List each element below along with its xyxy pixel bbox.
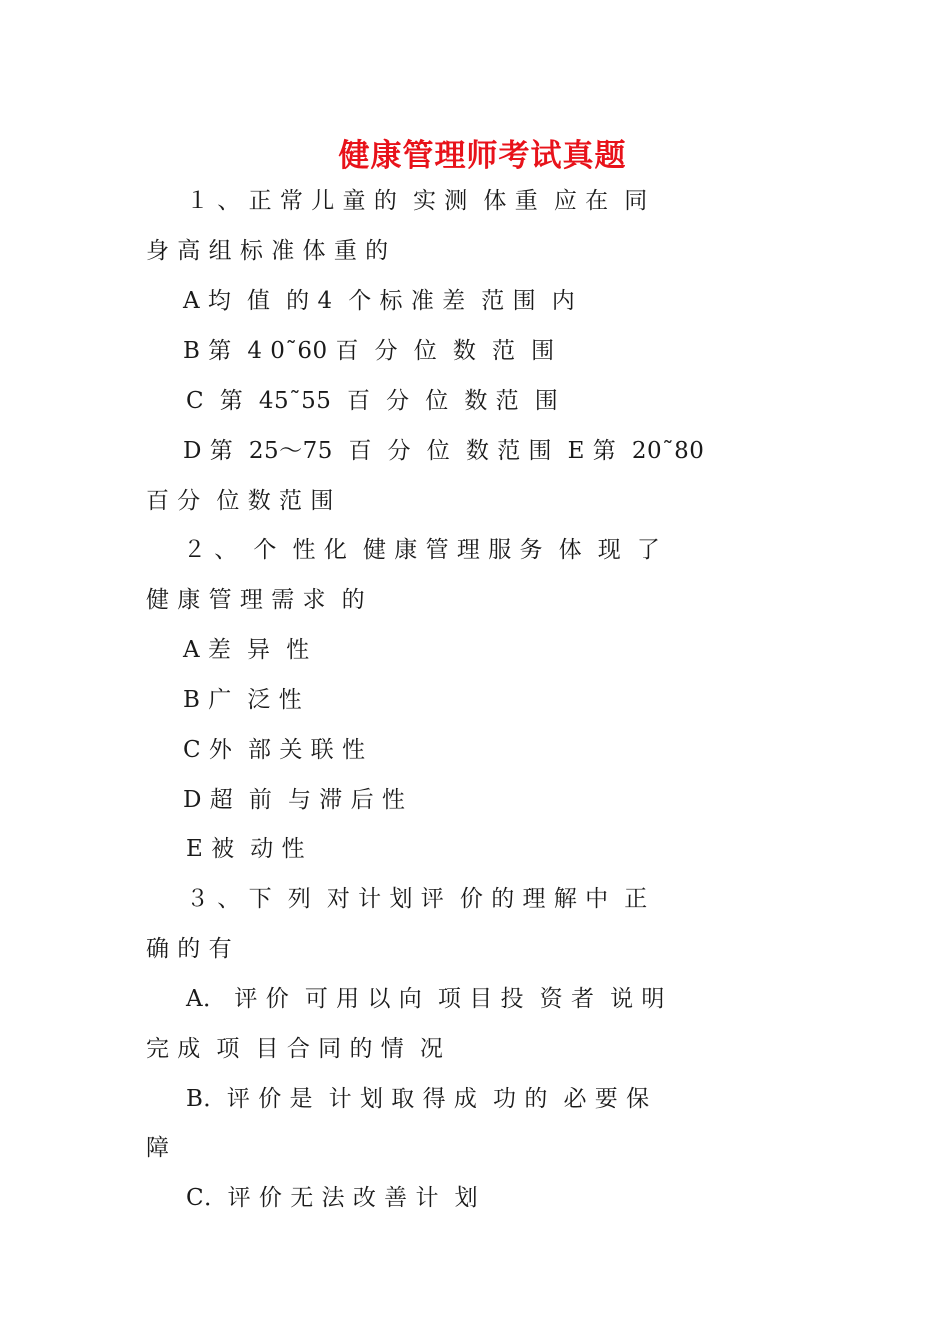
text-line: E 被 动 性 (186, 836, 306, 862)
document-title: 健康管理师考试真题 (338, 138, 627, 174)
text-line: B 第 4 0˜60 百 分 位 数 范 围 (183, 338, 555, 364)
text-line: 完 成 项 目 合 同 的 情 况 (146, 1036, 444, 1062)
text-line: B 广 泛 性 (183, 687, 303, 713)
text-line: 健 康 管 理 需 求 的 (146, 587, 366, 613)
text-line: A 均 值 的 4 个 标 准 差 范 围 内 (183, 288, 576, 314)
text-line: A 差 异 性 (183, 637, 310, 663)
text-line: C 外 部 关 联 性 (183, 737, 366, 763)
text-line: D 超 前 与 滞 后 性 (183, 787, 406, 813)
text-line: １ 、 正 常 儿 童 的 实 测 体 重 应 在 同 (186, 188, 648, 214)
text-line: C 第 45˜55 百 分 位 数 范 围 (186, 388, 559, 414)
text-line: 百 分 位 数 范 围 (146, 488, 334, 514)
text-line: B．评 价 是 计 划 取 得 成 功 的 必 要 保 (186, 1086, 650, 1112)
text-line: D 第 25～75 百 分 位 数 范 围 E 第 20˜80 (183, 438, 705, 464)
text-line: A． 评 价 可 用 以 向 项 目 投 资 者 说 明 (186, 986, 665, 1012)
text-line: 身 高 组 标 准 体 重 的 (146, 238, 389, 264)
text-line: ３ 、 下 列 对 计 划 评 价 的 理 解 中 正 (186, 886, 648, 912)
text-line: ２ 、 个 性 化 健 康 管 理 服 务 体 现 了 (183, 537, 661, 563)
text-line: C．评 价 无 法 改 善 计 划 (186, 1185, 479, 1211)
text-line: 确 的 有 (146, 936, 233, 962)
text-line: 障 (146, 1135, 170, 1161)
